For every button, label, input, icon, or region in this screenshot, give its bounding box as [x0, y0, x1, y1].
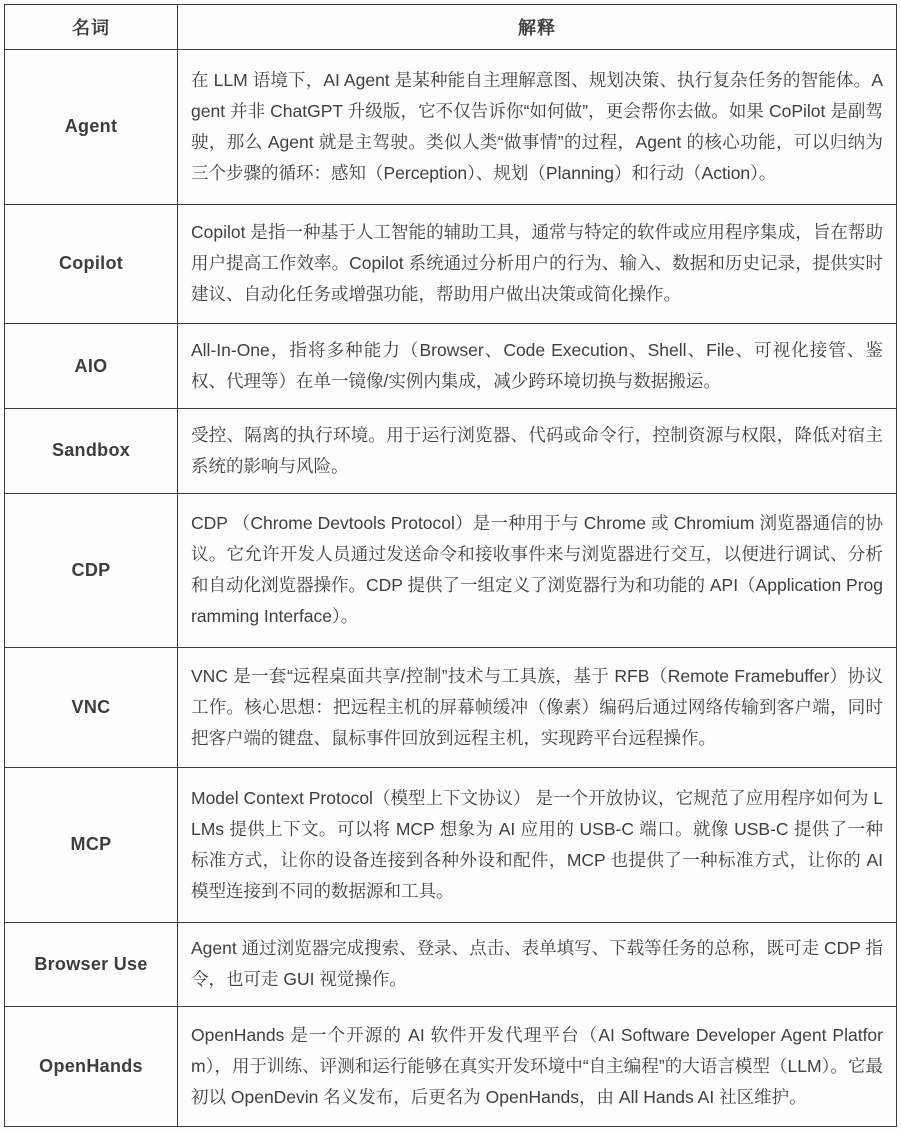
definition-aio: All-In-One，指将多种能力（Browser、Code Execution、Shell、File、可视化接管、鉴权、代理等）在单一镜像/实例内集成，减少跨环境切换与数据搬运。	[178, 324, 897, 409]
glossary-table	[4, 4, 897, 1127]
term-copilot: Copilot	[5, 204, 178, 324]
term-mcp: MCP	[5, 767, 178, 922]
definition-browser-use: Agent 通过浏览器完成搜索、登录、点击、表单填写、下载等任务的总称，既可走 CDP 指令，也可走 GUI 视觉操作。	[178, 922, 897, 1007]
definition-agent: 在 LLM 语境下，AI Agent 是某种能自主理解意图、规划决策、执行复杂任务的智能体。Agent 并非 ChatGPT 升级版，它不仅告诉你“如何做”，更会帮你去做。如果 CoPilot 是副驾驶，那么 Agent 就是主驾驶。类似人类“做事情”的过程，Agent 的核心功能，可以归纳为三个步骤的循环：感知（Perception）、规划（Planning）和行动（Action）。	[178, 50, 897, 205]
term-aio: AIO	[5, 324, 178, 409]
table-row-openhands	[5, 1007, 897, 1127]
table-row-mcp	[5, 767, 897, 922]
definition-openhands: OpenHands 是一个开源的 AI 软件开发代理平台（AI Software Developer Agent Platform），用于训练、评测和运行能够在真实开发环境中“自主编程”的大语言模型（LLM）。它最初以 OpenDevin 名义发布，后更名为 OpenHands，由 All Hands AI 社区维护。	[178, 1007, 897, 1127]
definition-vnc: VNC 是一套“远程桌面共享/控制”技术与工具族，基于 RFB（Remote Framebuffer）协议 工作。核心思想：把远程主机的屏幕帧缓冲（像素）编码后通过网络传输到客户端，同时把客户端的键盘、鼠标事件回放到远程主机，实现跨平台远程操作。	[178, 648, 897, 768]
column-header-definition: 解释	[178, 5, 897, 50]
definition-sandbox: 受控、隔离的执行环境。用于运行浏览器、代码或命令行，控制资源与权限，降低对宿主系统的影响与风险。	[178, 408, 897, 493]
definition-mcp: Model Context Protocol（模型上下文协议） 是一个开放协议，它规范了应用程序如何为 LLMs 提供上下文。可以将 MCP 想象为 AI 应用的 USB-C 端口。就像 USB-C 提供了一种标准方式，让你的设备连接到各种外设和配件，MCP 也提供了一种标准方式，让你的 AI 模型连接到不同的数据源和工具。	[178, 767, 897, 922]
table-row-vnc	[5, 648, 897, 768]
term-cdp: CDP	[5, 493, 178, 648]
term-agent: Agent	[5, 50, 178, 205]
term-sandbox: Sandbox	[5, 408, 178, 493]
table-row-agent	[5, 50, 897, 205]
header-row	[5, 5, 897, 50]
table-row-sandbox	[5, 408, 897, 493]
term-vnc: VNC	[5, 648, 178, 768]
table-row-browser-use	[5, 922, 897, 1007]
table-row-aio	[5, 324, 897, 409]
term-openhands: OpenHands	[5, 1007, 178, 1127]
term-browser-use: Browser Use	[5, 922, 178, 1007]
definition-copilot: Copilot 是指一种基于人工智能的辅助工具，通常与特定的软件或应用程序集成，旨在帮助用户提高工作效率。Copilot 系统通过分析用户的行为、输入、数据和历史记录，提供实时建议、自动化任务或增强功能，帮助用户做出决策或简化操作。	[178, 204, 897, 324]
table-row-copilot	[5, 204, 897, 324]
column-header-term: 名词	[5, 5, 178, 50]
definition-cdp: CDP （Chrome Devtools Protocol）是一种用于与 Chrome 或 Chromium 浏览器通信的协议。它允许开发人员通过发送命令和接收事件来与浏览器进行交互，以便进行调试、分析和自动化浏览器操作。CDP 提供了一组定义了浏览器行为和功能的 API（Application Programming Interface）。	[178, 493, 897, 648]
table-row-cdp	[5, 493, 897, 648]
